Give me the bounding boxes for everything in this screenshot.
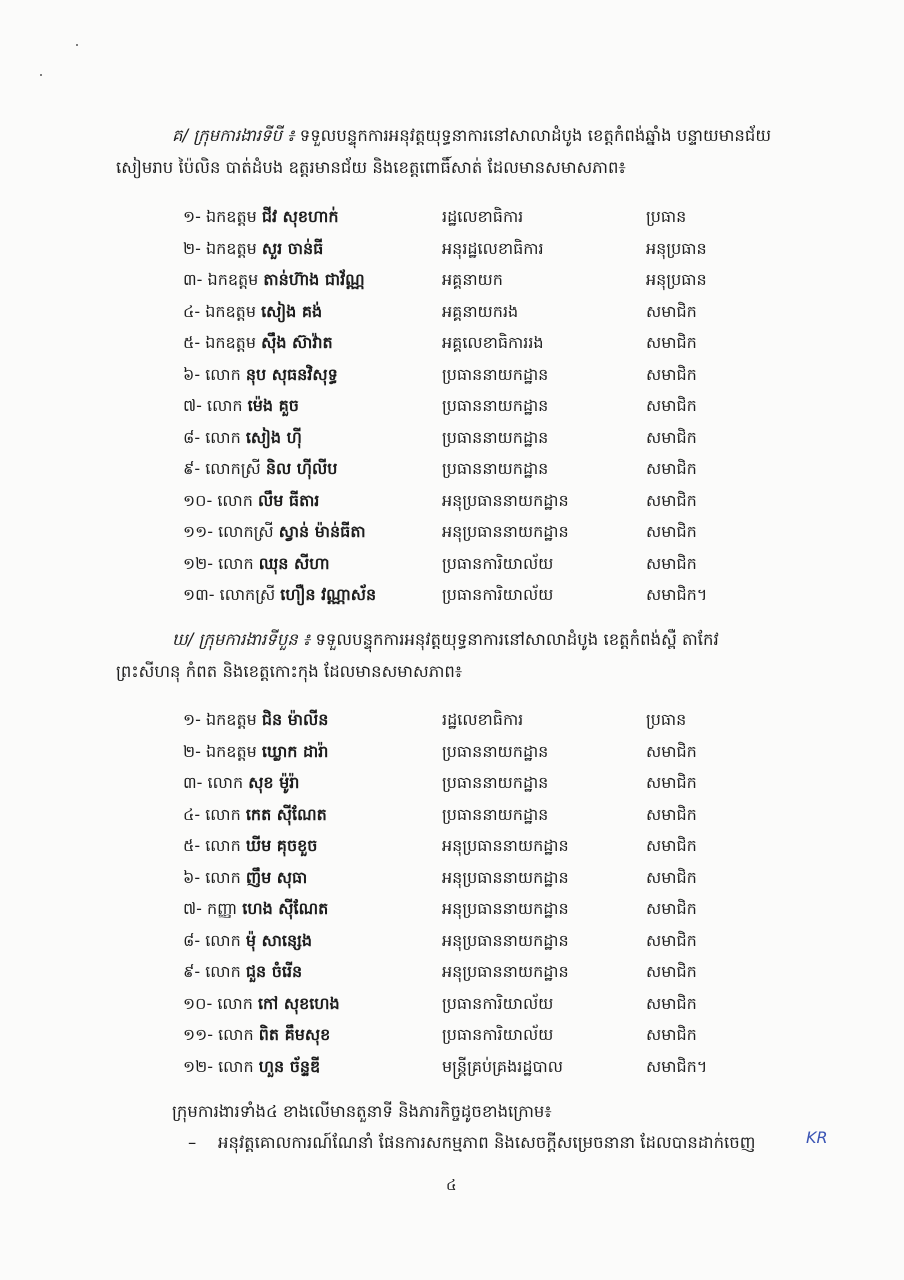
member-role: សមាជិក <box>646 867 697 887</box>
section3-heading: គ/ ក្រុមការងារទីបី ៖ <box>172 126 295 145</box>
member-role: សមាជិក <box>646 773 697 792</box>
member-position: រដ្ឋលេខាធិការ <box>442 207 524 226</box>
member-number: ១២- <box>183 1056 213 1076</box>
section4-line2: ព្រះសីហនុ កំពត និងខេត្តកោះកុង ដែលមានសមាសភាព៖ <box>116 662 463 681</box>
member-position: ប្រធានការិយាល័យ <box>442 993 554 1013</box>
member-row <box>183 956 743 988</box>
member-position: ប្រធានការិយាល័យ <box>442 585 554 604</box>
member-row <box>183 264 743 296</box>
member-row <box>183 390 743 422</box>
member-role: សមាជិក <box>646 836 697 855</box>
member-title: លោកស្រី <box>205 459 261 478</box>
member-row <box>183 1019 743 1051</box>
member-number: ២- <box>183 238 201 258</box>
member-name: កេត ស៊ីណែត <box>245 804 327 824</box>
member-role: សមាជិក <box>646 427 697 447</box>
member-position: ប្រធាននាយកដ្ឋាន <box>442 741 549 761</box>
member-role: អនុប្រធាន <box>646 238 707 258</box>
member-row <box>183 485 743 517</box>
member-title: លោក <box>205 804 241 824</box>
member-name: កៅ សុខហេង <box>257 993 340 1013</box>
member-title: លោក <box>205 930 241 950</box>
member-title: ឯកឧត្តម <box>205 741 257 761</box>
member-entry <box>183 327 333 359</box>
member-name: ឃីម គុចខួច <box>245 836 318 855</box>
tasks-intro: ក្រុមការងារទាំង៤ ខាងលើមានតួនាទី និងភារកិច្ចដូចខាងក្រោម៖ <box>172 1102 552 1121</box>
member-title: លោក <box>207 396 243 415</box>
member-position: ប្រធាននាយកដ្ឋាន <box>442 459 549 478</box>
member-number: ១០- <box>183 993 213 1013</box>
section3-line1: ទទួលបន្ទុកការអនុវត្តយុទ្ធនាការនៅសាលាដំបូង ខេត្តកំពង់ឆ្នាំង បន្ទាយមានជ័យ <box>299 126 772 145</box>
member-name: សៀង គង់ <box>261 301 323 321</box>
section4-heading: ឃ/ ក្រុមការងារទីបួន ៖ <box>172 630 311 649</box>
member-number: ១០- <box>183 490 213 510</box>
member-name: ម៉េង គួច <box>247 396 299 415</box>
section4-member-list <box>183 704 743 1082</box>
member-position: អនុប្រធាននាយកដ្ឋាន <box>442 490 569 510</box>
member-number: ៩- <box>183 459 201 478</box>
member-entry <box>183 1051 320 1083</box>
member-role: សមាជិក <box>646 301 697 321</box>
member-entry <box>183 799 327 831</box>
scan-speck <box>76 44 78 46</box>
member-entry <box>183 296 322 328</box>
member-number: ៦- <box>183 364 201 384</box>
member-entry <box>183 862 307 894</box>
member-position: អនុប្រធាននាយកដ្ឋាន <box>442 962 569 981</box>
member-role: សមាជិក <box>646 522 697 541</box>
member-position: ប្រធានការិយាល័យ <box>442 553 554 573</box>
member-name: ឃ្លោក ដារ៉ា <box>261 741 329 761</box>
member-title: លោកស្រី <box>218 522 274 541</box>
member-row <box>183 893 743 925</box>
member-number: ១- <box>183 207 201 226</box>
member-position: អគ្គនាយក <box>442 270 503 289</box>
task-text: អនុវត្តគោលការណ៍ណែនាំ ផែនការសកម្មភាព និងសេចក្តីសម្រេចនានា ដែលបានដាក់ចេញ <box>218 1133 756 1152</box>
member-number: ៧- <box>183 899 202 918</box>
member-row <box>183 1051 743 1083</box>
member-entry <box>183 233 323 265</box>
member-role: សមាជិក។ <box>646 1056 708 1076</box>
member-name: ហួន ច័ន្ទឌី <box>258 1056 321 1076</box>
member-entry <box>183 956 302 988</box>
section4-paragraph <box>116 624 832 688</box>
member-title: លោក <box>218 553 254 573</box>
member-number: ៤- <box>183 301 201 321</box>
member-title: លោក <box>217 490 253 510</box>
member-role: សមាជិក <box>646 553 697 573</box>
member-row <box>183 548 743 580</box>
member-entry <box>183 453 337 485</box>
member-name: នុប សុធនវិសុទ្ធ <box>245 364 338 384</box>
member-number: ៨- <box>183 427 201 447</box>
member-entry <box>183 359 338 391</box>
member-row <box>183 516 743 548</box>
member-role: ប្រធាន <box>646 207 687 226</box>
member-name: តាន់ហ៊ាង ជាវ័ណ្ណ <box>263 270 365 289</box>
member-entry <box>183 548 330 580</box>
member-role: សមាជិក <box>646 899 697 918</box>
member-position: ប្រធាននាយកដ្ឋាន <box>442 804 549 824</box>
member-position: អនុប្រធាននាយកដ្ឋាន <box>442 930 569 950</box>
member-number: ១២- <box>183 553 213 573</box>
member-entry <box>183 893 328 925</box>
member-role: សមាជិក <box>646 333 697 352</box>
member-role: សមាជិក <box>646 459 697 478</box>
member-position: អនុប្រធាននាយកដ្ឋាន <box>442 867 569 887</box>
member-position: អនុរដ្ឋលេខាធិការ <box>442 238 544 258</box>
member-title: ឯកឧត្តម <box>207 270 259 289</box>
member-name: ពិត គឹមសុខ <box>258 1025 331 1044</box>
member-title: លោកស្រី <box>219 585 276 604</box>
member-position: អគ្គលេខាធិការរង <box>442 333 544 352</box>
member-entry <box>183 704 328 736</box>
member-position: មន្ត្រីគ្រប់គ្រងរដ្ឋបាល <box>442 1056 563 1076</box>
member-number: ៤- <box>183 804 201 824</box>
member-position: ប្រធាននាយកដ្ឋាន <box>442 364 549 384</box>
member-entry <box>183 830 317 862</box>
member-role: អនុប្រធាន <box>646 270 707 289</box>
member-name: ស៊ឹង ស៊ាវ៉ាត <box>261 333 333 352</box>
member-number: ១១- <box>183 522 213 541</box>
member-row <box>183 579 743 611</box>
member-title: លោក <box>217 993 253 1013</box>
member-name: សួរ ចាន់ធី <box>261 238 324 258</box>
member-title: លោក <box>205 364 241 384</box>
member-title: ឯកឧត្តម <box>205 301 256 321</box>
member-title: លោក <box>218 1056 254 1076</box>
member-number: ៥- <box>183 836 201 855</box>
task-dash: – <box>188 1133 197 1152</box>
member-name: ជួន ចំរើន <box>245 962 303 981</box>
member-title: ឯកឧត្តម <box>205 710 257 729</box>
member-row <box>183 422 743 454</box>
member-entry <box>183 201 339 233</box>
member-title: លោក <box>207 773 244 792</box>
member-position: រដ្ឋលេខាធិការ <box>442 710 524 729</box>
member-row <box>183 201 743 233</box>
member-entry <box>183 264 365 296</box>
member-title: ឯកឧត្តម <box>205 238 257 258</box>
member-role: សមាជិក <box>646 490 697 510</box>
member-number: ៨- <box>183 930 201 950</box>
handwritten-initials: KR <box>806 1128 828 1147</box>
member-position: ប្រធាននាយកដ្ឋាន <box>442 773 549 792</box>
member-row <box>183 925 743 957</box>
member-title: លោក <box>218 1025 254 1044</box>
member-name: ហេង ស៊ីណែត <box>242 899 329 918</box>
section4-line1: ទទួលបន្ទុកការអនុវត្តយុទ្ធនាការនៅសាលាដំបូង ខេត្តកំពង់ស្ពឺ តាកែវ <box>315 630 719 649</box>
member-number: ៦- <box>183 867 201 887</box>
member-name: ឈុន សីហា <box>258 553 330 573</box>
member-name: ជិន ម៉ាលីន <box>261 710 329 729</box>
member-position: ប្រធាននាយកដ្ឋាន <box>442 396 549 415</box>
member-name: សៀង ហ៊ី <box>245 427 302 447</box>
member-row <box>183 233 743 265</box>
member-number: ២- <box>183 741 201 761</box>
member-role: សមាជិក <box>646 804 697 824</box>
member-entry <box>183 422 302 454</box>
member-entry <box>183 1019 330 1051</box>
member-name: ស្វាន់ ម៉ាន់ធីតា <box>278 522 366 541</box>
member-role: សមាជិក <box>646 930 697 950</box>
member-entry <box>183 767 299 799</box>
member-entry <box>183 516 366 548</box>
member-name: និល ហ៊ីលីប <box>265 459 338 478</box>
scan-speck <box>40 74 42 76</box>
member-role: សមាជិក <box>646 993 697 1013</box>
member-role: សមាជិក <box>646 364 697 384</box>
member-position: ប្រធាននាយកដ្ឋាន <box>442 427 549 447</box>
member-row <box>183 453 743 485</box>
member-row <box>183 988 743 1020</box>
member-name: ម៉ុ សាន្សេង <box>245 930 313 950</box>
section3-member-list <box>183 201 743 611</box>
member-number: ១- <box>183 710 201 729</box>
member-row <box>183 830 743 862</box>
member-row <box>183 704 743 736</box>
member-title: ឯកឧត្តម <box>205 207 257 226</box>
member-number: ៩- <box>183 962 201 981</box>
member-number: ៣- <box>183 270 203 289</box>
section3-line2: សៀមរាប ប៉ៃលិន បាត់ដំបង ឧត្តរមានជ័យ និងខេត្តពោធិ៍សាត់ ដែលមានសមាសភាព៖ <box>116 158 626 177</box>
member-entry <box>183 390 299 422</box>
member-number: ៥- <box>183 333 201 352</box>
member-entry <box>183 925 312 957</box>
member-row <box>183 799 743 831</box>
member-title: លោក <box>205 867 241 887</box>
member-name: សុខ ម៉ូរ៉ា <box>248 773 300 792</box>
member-title: កញ្ញា <box>207 899 238 918</box>
member-number: ៧- <box>183 396 202 415</box>
member-name: ញឹម សុធា <box>245 867 308 887</box>
member-row <box>183 327 743 359</box>
member-row <box>183 296 743 328</box>
member-entry <box>183 485 319 517</box>
member-number: ១៣- <box>183 585 215 604</box>
section3-paragraph <box>116 120 832 184</box>
member-position: ប្រធានការិយាល័យ <box>442 1025 554 1044</box>
member-position: អនុប្រធាននាយកដ្ឋាន <box>442 836 569 855</box>
member-entry <box>183 988 340 1020</box>
member-title: លោក <box>205 427 241 447</box>
member-number: ១១- <box>183 1025 213 1044</box>
member-title: លោក <box>205 962 241 981</box>
member-title: ឯកឧត្តម <box>205 333 256 352</box>
member-row <box>183 736 743 768</box>
member-name: ជីវ សុខហាក់ <box>261 207 339 226</box>
member-role: សមាជិក <box>646 1025 697 1044</box>
member-row <box>183 359 743 391</box>
member-number: ៣- <box>183 773 203 792</box>
page-number: ៤ <box>446 1176 457 1194</box>
member-role: សមាជិក <box>646 962 697 981</box>
member-position: អនុប្រធាននាយកដ្ឋាន <box>442 522 569 541</box>
member-role: សមាជិក <box>646 741 697 761</box>
member-entry <box>183 736 328 768</box>
member-entry <box>183 579 376 611</box>
member-role: សមាជិក។ <box>646 585 708 604</box>
member-name: លឹម ធីតារ <box>257 490 320 510</box>
member-role: សមាជិក <box>646 396 697 415</box>
member-title: លោក <box>205 836 241 855</box>
member-role: ប្រធាន <box>646 710 687 729</box>
member-row <box>183 862 743 894</box>
member-name: ហឿន វណ្ណាស័ន <box>280 585 377 604</box>
member-row <box>183 767 743 799</box>
member-position: អនុប្រធាននាយកដ្ឋាន <box>442 899 569 918</box>
member-position: អគ្គនាយករង <box>442 301 519 321</box>
